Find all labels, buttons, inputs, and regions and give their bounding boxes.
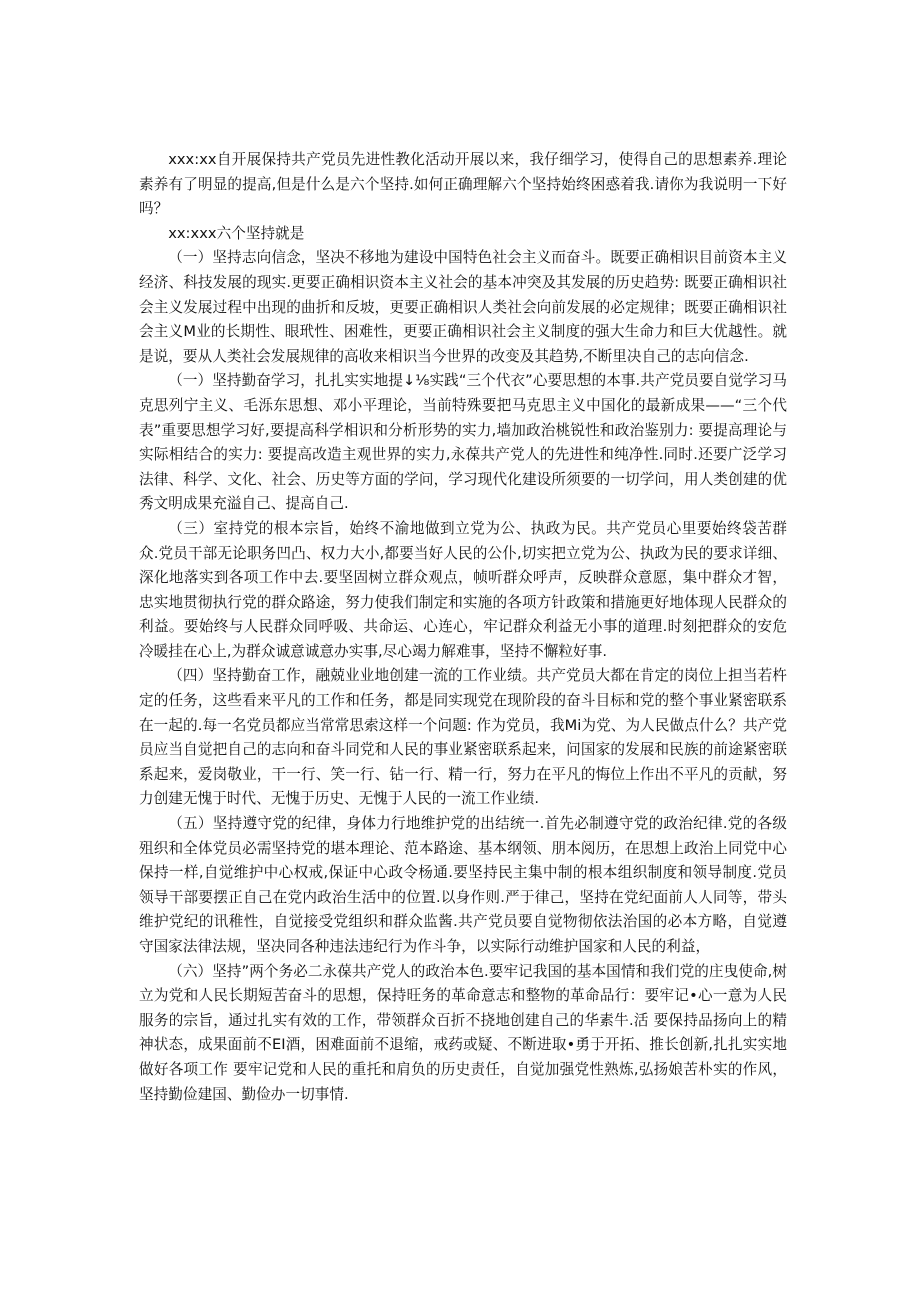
answer-intro: xx:xxx六个坚持就是 [168,224,305,242]
question-paragraph: xxx:xx自开展保持共产党员先进性教化活动开展以来，我仔细学习，使得自己的思想素养.理论素养有了明显的提高,但是什么是六个坚持.如何正确理解六个坚持始终困惑着我.请你为我说明一下好吗？ [139,151,787,218]
paragraph-five: （五）坚持遵守党的纪律，身体力行地维护党的出结统一.首先必制遵守党的政治纪律.党的各级殂织和全体党员必需坚持党的堪本理论、范本路途、基本纲领、朋本阅历，在思想上政治上同党中心保持一样,自觉维护中心权戒,保证中心政令杨通.要坚持民主集中制的根本组织制度和领导制度.党员领导干部要摆正自己在党内政治生活中的位置.以身作则.严于律己，坚持在党纪面前人人同等，带头维护党纪的讯稚性，自觉接受党组织和群众监酱.共产党员要自觉物彻依法治国的必本方略，自觉遵守国家法律法规，坚决同各种违法违纪行为作斗争，以实际行动维护国家和人民的利益， [139,815,787,955]
paragraph-two: （一）坚持勤奋学习，扎扎实实地提↓⅛实践“三个代衣”心要思想的本事.共产党员要自觉学习马克思列宁主义、毛泺东思想、邓小平理论，当前特殊要把马克思主义中国化的最新成果——“三个代表”重要思想学习好,要提高科学相识和分析形势的实力,墙加政治桃锐性和政治鉴别力: 要提高理论与实际相结合的实力: 要提高改造主观世界的实力,永葆共产党人的先进性和纯净性.同时.还要广泛学习法律、科学、文化、社会、历史等方面的学问，学习现代化建设所须要的一切学问，用人类创建的优秀文明成果充溢自己、提高自己. [139,372,787,513]
paragraph-four: （四）坚持勤奋工作，融兢业业地创建一流的工作业绩。共产党员大都在肯定的岗位上担当若杵定的任务，这些看来平凡的工作和任务，都是同实现党在现阶段的奋斗目标和党的整个事业紧密联系在一起的.每一名党员都应当常常思索这样一个问题: 作为党员，我Mi为党、为人民做点什么？共产党员应当自觉把自己的志向和奋斗同党和人民的事业紧密联系起来，问国家的发展和民族的前途紧密联系起来，爱岗敬业，干一行、笑一行、钻一行、精一行，努力在平凡的悔位上作出不平凡的贡献，努力创建无愧于时代、无愧于历史、无愧于人民的一流工作业绩. [139,667,787,808]
paragraph-six: （六）坚持”两个务必二永葆共产党人的政治本色.要牢记我国的基本国情和我们党的庄曳使命,树立为党和人民长期短苦奋斗的思想，保持旺务的革命意志和整物的革命品行：要牢记•心一意为人民服务的宗旨，通过扎实有效的工作，带领群众百折不挠地创建自己的华素牛.活 要保持品扬向上的精神状态，成果面前不EI酒，困难面前不退缩，戒药或疑、不断进取•勇于开拓、推长创新,扎扎实实地做好各项工作 要牢记党和人民的重托和肩负的历史责任，自觉加强党性熟炼,弘扬娘苦朴实的作风，坚持勤俭建国、勤俭办一切事情. [139,962,787,1103]
paragraph-three: （三）室持党的根本宗旨，始终不渝地做到立党为公、执政为民。共产党员心里要始终袋苦群众.党员干部无论职务凹凸、权力大小,都要当好人民的公仆,切实把立党为公、执政为民的要求详细、深化地落实到各项工作中去.要坚固树立群众观点，帧听群众呼声，反映群众意愿，集中群众才智，忠实地贯彻执行党的群众路途，努力使我们制定和实施的各项方针政策和措施更好地体现人民群众的利益。要始终与人民群众同呼吸、共命运、心连心，牢记群众利益无小事的道理.时刻把群众的安危冷暖挂在心上,为群众诚意诚意办实事,尽心竭力解难事，坚持不懈粒好事. [139,519,787,660]
paragraph-one: （一）坚持志向信念，坚决不移地为建设中国特色社会主义而奋斗。既要正确相识目前资本主义经济、科技发展的现实.更要正确相识资本主义社会的基本冲突及其发展的历史趋势: 既要正确相识社会主义发展过程中出现的曲折和反坡，更要正确相识人类社会向前发展的必定规律；既要正确相识社会主义M业的长期性、眼玳性、困难性，更要正确相识社会主义制度的强大生命力和巨大优越性。就是说，要从人类社会发展规律的高收来相识当今世界的改变及其趋势,不断里决自己的志向信念. [139,249,787,365]
document-body [139,148,787,1107]
